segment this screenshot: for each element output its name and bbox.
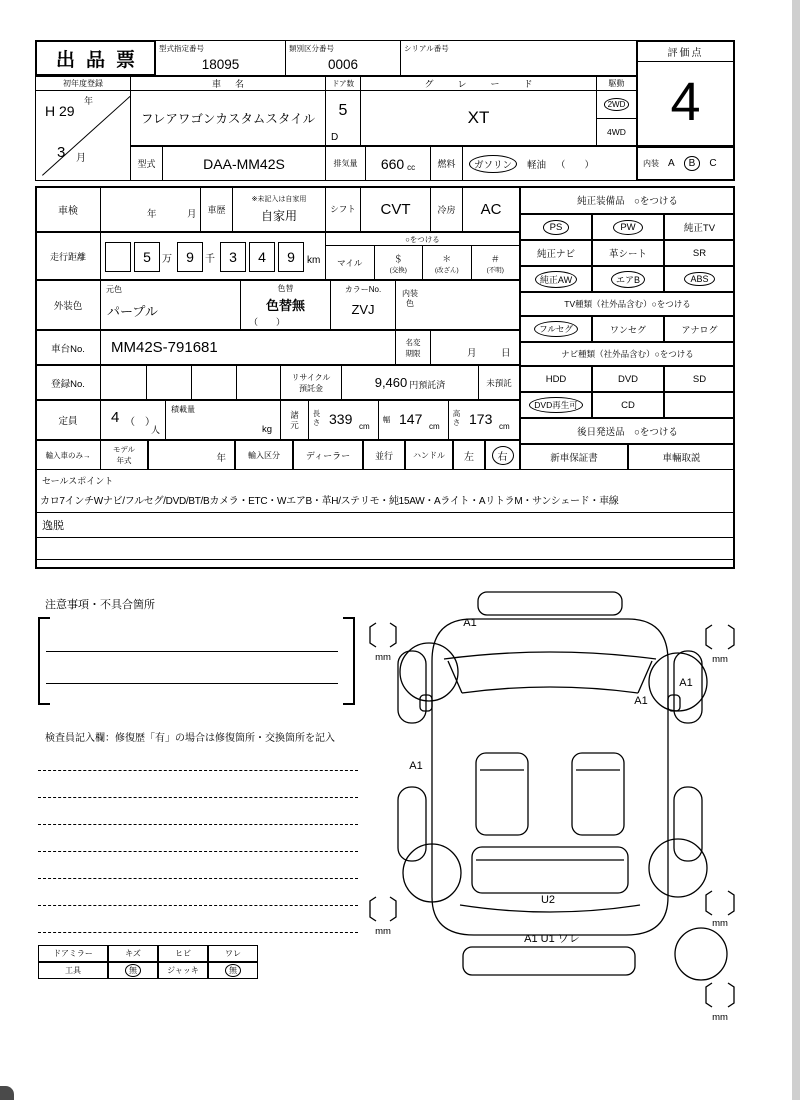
spec-height-label: 高さ	[452, 409, 461, 427]
tools-mirror-label: ドアミラー	[38, 945, 108, 962]
tv-oneseg: ワンセグ	[592, 316, 664, 342]
interior-color-cell	[395, 280, 520, 330]
navi-sd: SD	[664, 366, 735, 392]
first-reg-month-value: 3	[57, 144, 66, 161]
ext-color-base-cell	[100, 280, 241, 330]
equipment-tv: 純正TV	[664, 214, 735, 240]
recycle-deposited: 円預託済	[409, 379, 446, 390]
recycle-label	[280, 365, 342, 400]
interior-c: C	[709, 158, 717, 169]
drive-label: 駆動	[597, 77, 636, 91]
sheet-title-box	[35, 40, 156, 76]
model-designation-value: 18095	[201, 56, 240, 72]
name-change-l1: 名変	[405, 337, 421, 347]
serial-number-value	[401, 53, 636, 75]
first-registration-label: 初年度登録	[36, 77, 130, 91]
recycle-l2: 預託金	[299, 383, 323, 393]
equipment-aw-circled: 純正AW	[535, 271, 577, 288]
caution-title: 注意事項・不具合箇所	[45, 599, 155, 611]
specs-label-cell	[280, 400, 309, 440]
import-handle-left: 左	[453, 440, 485, 470]
capacity-value-cell	[100, 400, 166, 440]
shaken-month-unit: 月	[187, 209, 197, 220]
history-note: ※未記入は自家用	[251, 196, 307, 203]
tools-none-1-circled: 無	[125, 964, 141, 977]
tools-break-label: ワレ	[208, 945, 258, 962]
import-only-label: 輸入車のみ→	[35, 440, 101, 470]
shaken-year-unit: 年	[147, 209, 157, 220]
mark-unknown-symbol: ＃	[490, 254, 500, 264]
mileage-man-unit: 万	[162, 254, 172, 265]
inspector-line	[38, 905, 358, 906]
car-name-value: フレアワゴンカスタムスタイル	[140, 112, 316, 126]
model-code-label: 型式	[130, 146, 163, 181]
navi-type-header: ナビ種類（社外品含む）○をつける	[520, 342, 735, 366]
tv-fullseg-circled: フルセグ	[534, 321, 578, 337]
payload-unit: kg	[261, 424, 272, 435]
spec-width-cell	[378, 400, 449, 440]
mileage-marks-cell	[325, 232, 520, 280]
grade-value: XT	[467, 108, 490, 127]
grade-cell	[360, 76, 597, 146]
first-reg-month-unit: 月	[76, 153, 86, 164]
recycle-l1: リサイクル	[291, 372, 331, 382]
import-year-unit: 年	[216, 453, 226, 464]
tools-none-1	[108, 962, 158, 979]
import-my-l2: 年式	[116, 456, 132, 465]
capacity-value: 4	[111, 409, 120, 426]
first-reg-era-value: H 29	[45, 103, 75, 119]
reg-no-divider	[191, 366, 192, 399]
equipment-leather: 革シート	[592, 240, 664, 266]
interior-a: A	[668, 158, 675, 169]
displacement-unit: cc	[407, 163, 416, 172]
mileage-km-unit: km	[307, 255, 321, 266]
a-pillar-left	[448, 661, 462, 693]
fuel-diesel: 軽油	[527, 159, 547, 171]
mileage-digit-box: 4	[249, 242, 275, 272]
mileage-mark-tampered	[422, 246, 471, 280]
vehicle-diagram	[360, 585, 750, 1025]
reg-no-divider	[236, 366, 237, 399]
spec-length-cell	[308, 400, 379, 440]
ext-color-label: 外装色	[35, 280, 101, 330]
rear-bumper	[463, 947, 635, 975]
inspector-line	[38, 797, 358, 798]
tread-unit-spare: mm	[712, 1012, 728, 1023]
fuel-label: 燃料	[430, 146, 463, 181]
inspector-line	[38, 851, 358, 852]
tread-bracket-spare	[706, 983, 734, 1007]
chassis-label: 車台No.	[35, 330, 101, 365]
mileage-mark-unknown	[471, 246, 520, 280]
name-change-value-cell	[430, 330, 520, 365]
shaken-label: 車検	[35, 186, 101, 232]
hood-line	[444, 652, 656, 659]
import-parallel: 並行	[363, 440, 405, 470]
mileage-digit-box: 9	[278, 242, 304, 272]
capacity-unit: 人	[150, 425, 160, 435]
color-no-label: カラーNo.	[344, 284, 382, 294]
sheet-title: 出品票	[55, 49, 146, 71]
payload-label: 積載量	[171, 405, 195, 414]
tread-bracket-rear-left	[370, 897, 396, 921]
inspector-line	[38, 770, 358, 771]
car-name-label: 車名	[131, 77, 325, 91]
history-value: 自家用	[260, 209, 297, 223]
ext-base-value: パープル	[107, 304, 158, 319]
equipment-header: 純正装備品 ○をつける	[520, 186, 735, 214]
tv-fullseg	[520, 316, 592, 342]
displacement-value-cell	[365, 146, 431, 181]
navi-dvd-play	[520, 392, 592, 418]
history-label: 車歴	[200, 186, 233, 232]
spec-length-label: 長さ	[312, 409, 321, 427]
spec-height-cell	[448, 400, 520, 440]
fuel-blank-parens: （ ）	[556, 159, 595, 171]
shaken-value-cell	[100, 186, 201, 232]
rear-window-line	[460, 905, 640, 912]
import-type-label: 輸入区分	[235, 440, 293, 470]
spec-width-value: 147	[399, 411, 423, 427]
color-no-cell	[330, 280, 396, 330]
drive-option-2wd	[597, 91, 636, 119]
damage-mark-left-side: A1	[409, 760, 423, 772]
mileage-digit-box: 5	[134, 242, 160, 272]
name-change-l2: 期限	[405, 348, 421, 358]
sales-points-label: セールスポイント	[42, 476, 114, 486]
mileage-mark-mile	[326, 246, 374, 280]
import-handle-right-cell	[485, 440, 520, 470]
drive-cell	[596, 76, 637, 146]
recycle-amount: 9,460	[374, 375, 408, 390]
name-change-month-unit: 月	[467, 348, 477, 359]
tread-unit-rear-right: mm	[712, 918, 728, 929]
navi-dvd-play-circled: DVD再生可	[529, 397, 582, 413]
navi-hdd: HDD	[520, 366, 592, 392]
tools-none-2	[208, 962, 258, 979]
mileage-mark-header: ○をつける	[326, 233, 519, 246]
caution-line	[46, 683, 338, 684]
doors-cell	[325, 76, 361, 146]
wheel-rear-right	[674, 787, 702, 861]
car-name-cell	[130, 76, 326, 146]
drive-option-4wd: 4WD	[607, 127, 626, 137]
tools-crack-label: ヒビ	[158, 945, 208, 962]
sales-points-line1: カロ7インチWナビ/フルセグ/DVD/BT/Bカメラ・ETC・WエアB・革H/ステリモ・純15AW・Aライト・AリトラM・サンシェード・車線	[40, 496, 619, 507]
mileage-digit-box: 9	[177, 242, 203, 272]
shift-value: CVT	[360, 186, 431, 232]
tools-tool-label: 工具	[38, 962, 108, 979]
class-number-value: 0006	[327, 56, 359, 72]
inspector-line	[38, 932, 358, 933]
inspector-note: 検査員記入欄：修復歴「有」の場合は修復箇所・交換箇所を記入	[45, 733, 335, 744]
import-handle-label: ハンドル	[405, 440, 453, 470]
navi-empty-cell	[664, 392, 735, 418]
equipment-pw	[592, 214, 664, 240]
name-change-label	[395, 330, 431, 365]
mark-tampered-symbol: ＊	[442, 254, 452, 264]
mark-exchange-note: (交換)	[389, 267, 407, 274]
doors-value: 5	[338, 102, 348, 119]
equipment-ps-circled: PS	[543, 220, 570, 235]
damage-mark-front-top: A1	[463, 617, 477, 629]
tread-bracket-front-right	[706, 625, 734, 649]
reg-no-label: 登録No.	[35, 365, 101, 400]
tread-bracket-front-left	[370, 623, 396, 647]
recycle-value-cell	[341, 365, 479, 400]
import-model-year-value	[148, 440, 235, 470]
windshield-base	[462, 687, 638, 693]
model-code-value: DAA-MM42S	[162, 146, 326, 181]
class-number-cell	[285, 40, 401, 76]
inspector-line	[38, 824, 358, 825]
cooling-label: 冷房	[430, 186, 463, 232]
import-handle-right-circled: 右	[492, 446, 514, 465]
seat-front-right	[572, 753, 624, 835]
mileage-label: 走行距離	[35, 232, 101, 280]
equipment-navi: 純正ナビ	[520, 240, 592, 266]
history-value-cell	[232, 186, 326, 232]
displacement-value: 660	[380, 155, 405, 172]
grade-label: グレード	[361, 77, 596, 91]
serial-number-cell	[400, 40, 637, 76]
spec-length-value: 339	[329, 411, 353, 427]
import-dealer: ディーラー	[293, 440, 363, 470]
caution-line	[46, 651, 338, 652]
tread-bracket-rear-right	[706, 891, 734, 915]
specs-label: 諸元	[290, 409, 299, 430]
interior-label: 内装	[643, 159, 659, 168]
interior-color-label: 内装色	[402, 289, 418, 308]
damage-mark-rear: U2	[540, 894, 556, 906]
ext-change-blank: （ ）	[249, 317, 286, 327]
first-registration-cell	[35, 76, 131, 181]
class-number-label: 類別区分番号	[289, 44, 334, 53]
mileage-digit-box: 3	[220, 242, 246, 272]
interior-grade-cell	[636, 146, 735, 181]
mileage-mark-exchange	[374, 246, 423, 280]
cooling-value: AC	[462, 186, 520, 232]
doors-label: ドア数	[326, 77, 360, 91]
navi-cd: CD	[592, 392, 664, 418]
spec-length-unit: cm	[359, 422, 370, 431]
reg-no-boxes	[100, 365, 281, 400]
inspector-line	[38, 878, 358, 879]
spec-height-value: 173	[469, 411, 493, 427]
tools-none-2-circled: 無	[225, 964, 241, 977]
capacity-blank: （ ）	[125, 417, 155, 428]
shift-label: シフト	[325, 186, 361, 232]
spec-width-unit: cm	[429, 422, 440, 431]
sales-rule	[37, 559, 733, 560]
tire-circle-front-right	[649, 653, 707, 711]
import-model-year-label	[100, 440, 148, 470]
tread-unit-front-right: mm	[712, 654, 728, 665]
sales-points-line2: 逸脱	[42, 520, 64, 532]
mark-mile-label: マイル	[337, 258, 363, 268]
recycle-not-deposited: 未預託	[478, 365, 520, 400]
color-no-value: ZVJ	[351, 301, 375, 317]
shipment-manual: 車輛取説	[628, 444, 735, 470]
tools-scratch-label: キズ	[108, 945, 158, 962]
ext-color-change-cell	[240, 280, 331, 330]
drive-2wd-circled: 2WD	[604, 98, 630, 111]
car-body-outline	[432, 619, 668, 935]
wheel-rear-left	[398, 787, 426, 861]
score-value: 4	[670, 72, 701, 132]
damage-mark-rear-bottom: A1 U1 ワレ	[524, 933, 580, 945]
import-my-l1: モデル	[112, 445, 136, 454]
mileage-digit-box	[105, 242, 131, 272]
ext-change-label: 色替	[277, 283, 294, 293]
equipment-ps	[520, 214, 592, 240]
front-bumper	[478, 592, 622, 615]
reg-no-divider	[146, 366, 147, 399]
tv-type-header: TV種類（社外品含む）○をつける	[520, 292, 735, 316]
caution-bracket-left	[38, 617, 50, 705]
tread-unit-front-left: mm	[375, 652, 391, 663]
scan-smudge-bottom-left	[0, 1086, 14, 1100]
tread-unit-rear-left: mm	[375, 926, 391, 937]
caution-bracket-right	[343, 617, 355, 705]
equipment-aw	[520, 266, 592, 292]
spec-height-unit: cm	[499, 422, 510, 431]
equipment-airbag	[592, 266, 664, 292]
model-designation-cell	[155, 40, 286, 76]
equipment-abs-circled: ABS	[684, 272, 714, 286]
sales-rule	[37, 512, 733, 513]
score-label: 評価点	[638, 42, 733, 62]
interior-b-circled: B	[684, 156, 701, 171]
tire-circle-rear-right	[649, 839, 707, 897]
damage-mark-right-side: A1	[634, 695, 648, 707]
damage-mark-fr-tire: A1	[679, 677, 693, 689]
fuel-value-cell	[462, 146, 637, 181]
tire-circle-spare	[675, 928, 727, 980]
serial-number-label: シリアル番号	[404, 44, 449, 53]
mark-unknown-note: (不明)	[486, 267, 504, 274]
model-designation-label: 型式指定番号	[159, 44, 204, 53]
score-box	[636, 40, 735, 147]
mileage-value-cell	[100, 232, 326, 280]
seat-front-left	[476, 753, 528, 835]
mileage-sen-unit: 千	[205, 254, 215, 265]
tv-analog: アナログ	[664, 316, 735, 342]
sales-rule	[37, 537, 733, 538]
shipment-warranty: 新車保証書	[520, 444, 628, 470]
scan-edge-right	[792, 0, 800, 1100]
capacity-label: 定員	[35, 400, 101, 440]
first-reg-year-unit: 年	[84, 96, 94, 106]
name-change-day-unit: 日	[501, 348, 511, 359]
chassis-value: MM42S-791681	[100, 330, 396, 365]
payload-cell	[165, 400, 281, 440]
shipment-header: 後日発送品 ○をつける	[520, 418, 735, 444]
equipment-abs	[664, 266, 735, 292]
equipment-airbag-circled: エアB	[611, 271, 645, 288]
doors-sub: D	[331, 132, 339, 143]
seat-rear-bench	[472, 847, 628, 893]
navi-dvd: DVD	[592, 366, 664, 392]
equipment-sr: SR	[664, 240, 735, 266]
tools-jack-label: ジャッキ	[158, 962, 208, 979]
displacement-label: 排気量	[325, 146, 366, 181]
fuel-gasoline-circled: ガソリン	[469, 155, 517, 173]
tire-circle-front-left	[400, 643, 458, 701]
spec-width-label: 幅	[382, 415, 391, 424]
ext-change-value: 色替無	[265, 297, 305, 313]
ext-base-label: 元色	[106, 285, 122, 294]
equipment-pw-circled: PW	[613, 220, 642, 235]
mark-exchange-symbol: ＄	[393, 254, 403, 264]
mark-tampered-note: (改ざん)	[434, 267, 459, 274]
